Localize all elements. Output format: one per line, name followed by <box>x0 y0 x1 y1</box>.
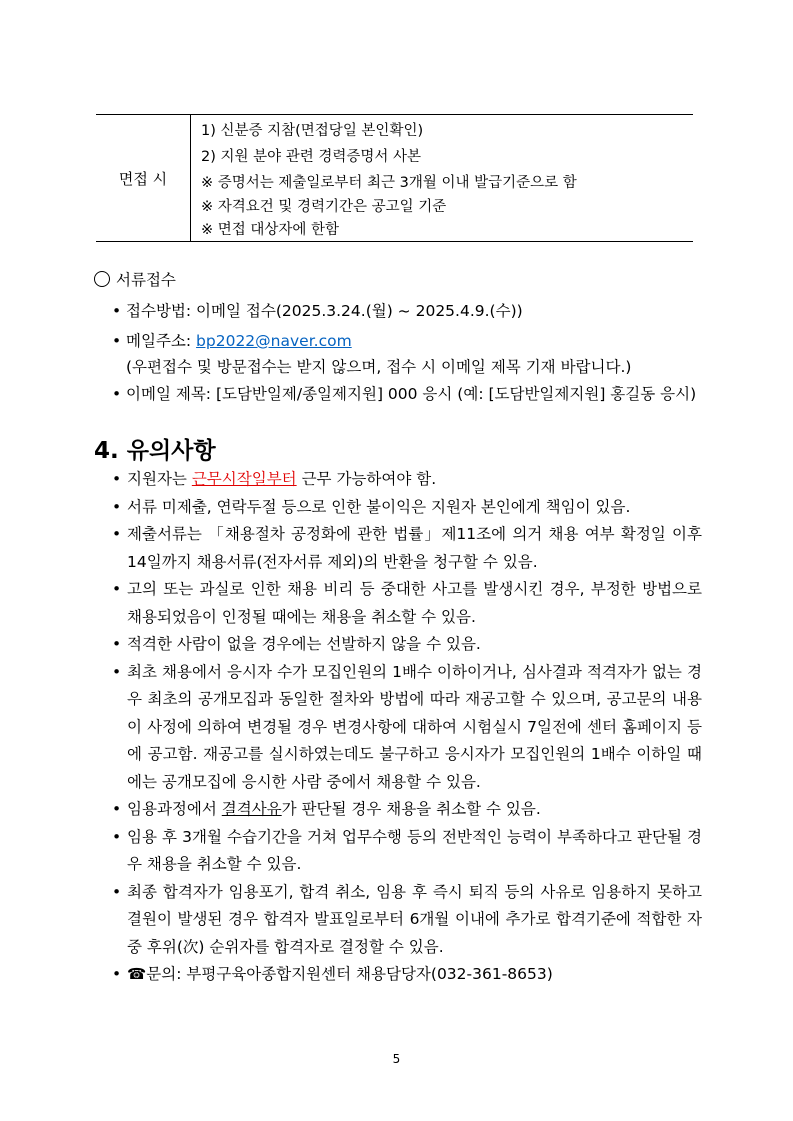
docs-subject: • 이메일 제목: [도담반일제/종일제지원] 000 응시 (예: [도담반일제지원] 홍길동 응시) <box>112 385 697 403</box>
table-item: ※ 증명서는 제출일로부터 최근 3개월 이내 발급기준으로 함 <box>201 175 577 191</box>
email-link[interactable]: bp2022@naver.com <box>196 332 352 350</box>
page-number: 5 <box>392 1052 401 1066</box>
docs-section-title: 서류접수 <box>94 268 176 290</box>
table-item: ※ 면접 대상자에 한함 <box>201 222 340 238</box>
list-item: • 고의 또는 과실로 인한 채용 비리 등 중대한 사고를 발생시킨 경우, 부정한 방법으로 채용되었음이 인정될 때에는 채용을 취소할 수 있음. <box>112 576 702 631</box>
list-item: • 임용과정에서 결격사유가 판단될 경우 채용을 취소할 수 있음. <box>112 796 702 824</box>
highlight-text: 근무시작일부터 <box>191 470 297 488</box>
list-item: • 서류 미제출, 연락두절 등으로 인한 불이익은 지원자 본인에게 책임이 있음. <box>112 494 702 522</box>
underlined-text: 결격사유 <box>221 800 282 818</box>
docs-method: • 접수방법: 이메일 접수(2025.3.24.(월) ~ 2025.4.9.(수)) <box>112 302 523 320</box>
list-item: • 임용 후 3개월 수습기간을 거쳐 업무수행 등의 전반적인 능력이 부족하다고 판단될 경우 채용을 취소할 수 있음. <box>112 824 702 879</box>
table-item: 2) 지원 분야 관련 경력증명서 사본 <box>201 149 422 165</box>
table-item: ※ 자격요건 및 경력기간은 공고일 기준 <box>201 199 447 215</box>
table-items <box>191 115 693 241</box>
list-item: • 최종 합격자가 임용포기, 합격 취소, 임용 후 즉시 퇴직 등의 사유로 임용하지 못하고 결원이 발생된 경우 합격자 발표일로부터 6개월 이내에 추가로 합격기준에 적합한 자 중 후위(次) 순위자를 합격자로 결정할 수 있음. <box>112 879 702 962</box>
table-item: 1) 신분증 지참(면접당일 본인확인) <box>201 123 424 139</box>
list-item: • 적격한 사람이 없을 경우에는 선발하지 않을 수 있음. <box>112 631 702 659</box>
list-item: • 제출서류는 「채용절차 공정화에 관한 법률」제11조에 의거 채용 여부 확정일 이후 14일까지 채용서류(전자서류 제외)의 반환을 청구할 수 있음. <box>112 521 702 576</box>
contact-line: • ☎문의: 부평구육아종합지원센터 채용담당자(032-361-8653) <box>112 961 702 989</box>
list-item: • 최초 채용에서 응시자 수가 모집인원의 1배수 이하이거나, 심사결과 적격자가 없는 경우 최초의 공개모집과 동일한 절차와 방법에 따라 재공고할 수 있으며, 공고문의 내용이 사정에 의하여 변경될 경우 변경사항에 대하여 시험실시 7일전에 센터 홈페이지 등에 공고함. 재공고를 실시하였는데도 불구하고 응시자가 모집인원의 1배수 이하일 때에는 공개모집에 응시한 사람 중에서 채용할 수 있음. <box>112 659 702 797</box>
interview-requirements-table <box>96 114 693 242</box>
table-label: 면접 시 <box>96 115 191 241</box>
section-heading: 4. 유의사항 <box>94 438 216 464</box>
notes-list <box>112 466 702 989</box>
circle-icon <box>94 271 110 287</box>
list-item: • 지원자는 근무시작일부터 근무 가능하여야 함. <box>112 466 702 494</box>
docs-email-line: • 메일주소: bp2022@naver.com <box>112 332 352 350</box>
docs-email-note: (우편접수 및 방문접수는 받지 않으며, 접수 시 이메일 제목 기재 바랍니다.) <box>126 358 632 376</box>
